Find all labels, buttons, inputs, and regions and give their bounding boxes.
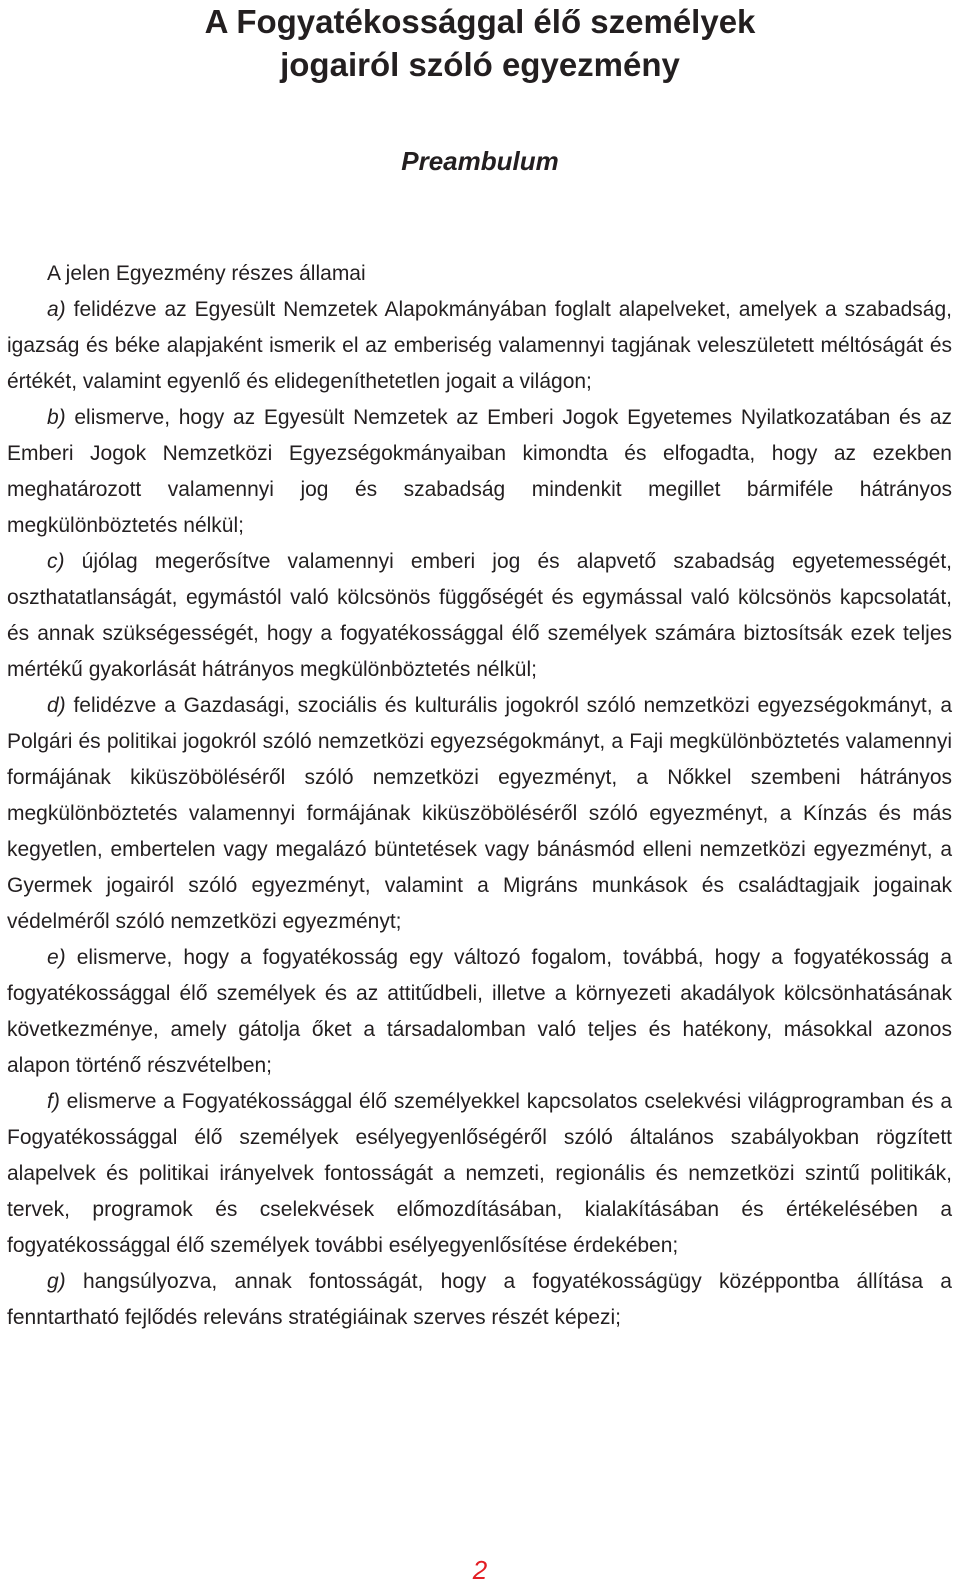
clause-label: f) xyxy=(47,1090,60,1113)
clause-a xyxy=(7,292,952,400)
preamble-body xyxy=(7,256,952,1336)
document-title xyxy=(0,0,960,86)
clause-text: újólag megerősítve valamennyi emberi jog és alapvető szabadság egyetemességét, oszthatatlanságát, egymástól való kölcsönös függőségét és egymással való kölcsönös kapcsolatát, és annak szükségességét, hogy a fogyatékossággal élő személyek számára biztosítsák ezek teljes mértékű gyakorlását hátrányos megkülönböztetés nélkül; xyxy=(7,550,952,681)
clause-text: felidézve az Egyesült Nemzetek Alapokmányában foglalt alapelveket, amelyek a szabadság, igazság és béke alapjaként ismerik el az emberiség valamennyi tagjának veleszületett méltóságát és értékét, valamint egyenlő és elidegeníthetetlen jogait a világon; xyxy=(7,298,952,393)
clause-c xyxy=(7,544,952,688)
clause-text: elismerve a Fogyatékossággal élő személyekkel kapcsolatos cselekvési világprogramban és a Fogyatékossággal élő személyek esélyegyenlőségéről szóló általános szabályokban rögzített alapelvek és politikai irányelvek fontosságát a nemzeti, regionális és nemzetközi szintű politikák, tervek, programok és cselekvések előmozdításában, kialakításában és értékelésében a fogyatékossággal élő személyek további esélyegyenlősítése érdekében; xyxy=(7,1090,952,1257)
clause-text: hangsúlyozva, annak fontosságát, hogy a fogyatékosságügy középpontba állítása a fenntartható fejlődés releváns stratégiáinak szerves részét képezi; xyxy=(7,1270,952,1329)
clause-label: a) xyxy=(47,298,66,321)
clause-b xyxy=(7,400,952,544)
clause-label: d) xyxy=(47,694,66,717)
clause-text: felidézve a Gazdasági, szociális és kulturális jogokról szóló nemzetközi egyezségokmányt, a Polgári és politikai jogokról szóló nemzetközi egyezségokmányt, a Faji megkülönböztetés valamennyi formájának kiküszöböléséről szóló nemzetközi egyezményt, a Nőkkel szembeni hátrányos megkülönböztetés valamennyi formájának kiküszöböléséről szóló egyezményt, a Kínzás és más kegyetlen, embertelen vagy megalázó büntetések vagy bánásmód elleni nemzetközi egyezményt, a Gyermek jogairól szóló egyezményt, valamint a Migráns munkások és családtagjaik jogainak védelméről szóló nemzetközi egyezményt; xyxy=(7,694,952,933)
title-line-2: jogairól szóló egyezmény xyxy=(280,46,680,83)
intro-paragraph: A jelen Egyezmény részes államai xyxy=(47,262,366,285)
clause-g xyxy=(7,1264,952,1336)
clause-f xyxy=(7,1084,952,1264)
clause-d xyxy=(7,688,952,940)
clause-label: b) xyxy=(47,406,66,429)
clause-text: elismerve, hogy a fogyatékosság egy változó fogalom, továbbá, hogy a fogyatékosság a fogyatékossággal élő személyek és az attitűdbeli, illetve a környezeti akadályok kölcsönhatásának következménye, amely gátolja őket a társadalomban való teljes és hatékony, másokkal azonos alapon történő részvételben; xyxy=(7,946,952,1077)
page-number: 2 xyxy=(472,1555,488,1585)
clause-e xyxy=(7,940,952,1084)
clause-label: e) xyxy=(47,946,66,969)
section-heading: Preambulum xyxy=(401,146,559,176)
title-line-1: A Fogyatékossággal élő személyek xyxy=(204,3,756,40)
clause-text: elismerve, hogy az Egyesült Nemzetek az Emberi Jogok Egyetemes Nyilatkozatában és az Emberi Jogok Nemzetközi Egyezségokmányaiban kimondta és elfogadta, hogy az ezekben meghatározott valamennyi jog és szabadság mindenkit megillet bármiféle hátrányos megkülönböztetés nélkül; xyxy=(7,406,952,537)
clause-label: c) xyxy=(47,550,65,573)
clause-label: g) xyxy=(47,1270,66,1293)
